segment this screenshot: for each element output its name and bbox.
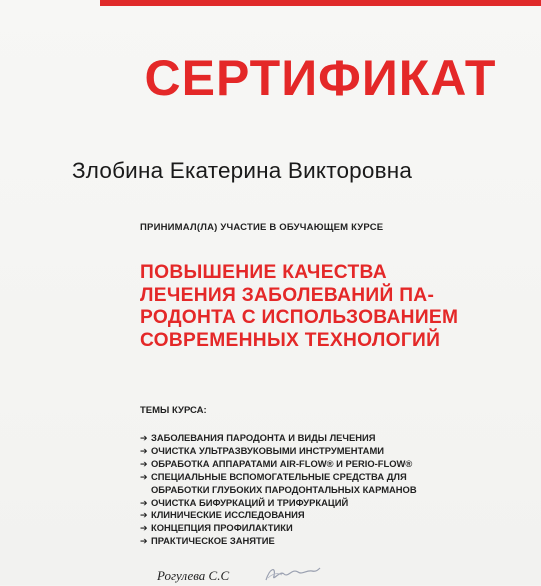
topic-text: ПРАКТИЧЕСКОЕ ЗАНЯТИЕ (151, 535, 275, 547)
arrow-icon: ➔ (140, 471, 148, 482)
arrow-icon: ➔ (140, 433, 148, 443)
topic-text: ОБРАБОТКА АППАРАТАМИ AIR-FLOW® И PERIO-FLOW® (151, 457, 413, 469)
signature-icon (262, 562, 322, 586)
topic-item (140, 445, 417, 458)
participation-caption: ПРИНИМАЛ(ЛА) УЧАСТИЕ В ОБУЧАЮЩЕМ КУРСЕ (140, 222, 384, 233)
arrow-icon: ➔ (140, 497, 148, 508)
course-title-line: ПОВЫШЕНИЕ КАЧЕСТВА (140, 262, 387, 283)
arrow-icon: ➔ (140, 445, 148, 456)
topic-item-continuation (140, 484, 417, 497)
topic-text: ОБРАБОТКИ ГЛУБОКИХ ПАРОДОНТАЛЬНЫХ КАРМАНОВ (151, 483, 417, 495)
topic-item (140, 522, 417, 535)
topic-text: ОЧИСТКА БИФУРКАЦИЙ И ТРИФУРКАЦИЙ (151, 496, 349, 508)
topics-heading: ТЕМЫ КУРСА: (140, 405, 207, 416)
course-title-line: ЛЕЧЕНИЯ ЗАБОЛЕВАНИЙ ПА- (140, 284, 435, 306)
course-title (140, 262, 500, 352)
topic-item (140, 458, 417, 471)
arrow-icon: ➔ (140, 510, 148, 521)
recipient-name: Злобина Екатерина Викторовна (72, 158, 413, 183)
topic-item (140, 432, 417, 445)
signer-name: Рогулева С.С (157, 568, 230, 583)
topic-text: СПЕЦИАЛЬНЫЕ ВСПОМОГАТЕЛЬНЫЕ СРЕДСТВА ДЛЯ (151, 470, 407, 482)
course-title-line: СОВРЕМЕННЫХ ТЕХНОЛОГИЙ (140, 329, 441, 351)
topics-list (140, 432, 417, 548)
topic-text: КЛИНИЧЕСКИЕ ИССЛЕДОВАНИЯ (151, 509, 305, 521)
topic-item (140, 497, 417, 510)
course-title-line: РОДОНТА С ИСПОЛЬЗОВАНИЕМ (140, 307, 459, 328)
arrow-icon: ➔ (140, 523, 148, 534)
topic-text: ОЧИСТКА УЛЬТРАЗВУКОВЫМИ ИНСТРУМЕНТАМИ (151, 444, 384, 456)
arrow-icon: ➔ (140, 458, 148, 469)
topic-text: ЗАБОЛЕВАНИЯ ПАРОДОНТА И ВИДЫ ЛЕЧЕНИЯ (151, 432, 376, 443)
certificate-title: СЕРТИФИКАТ (144, 50, 497, 106)
arrow-icon: ➔ (140, 536, 148, 547)
topic-text: КОНЦЕПЦИЯ ПРОФИЛАКТИКИ (151, 522, 293, 534)
top-red-stripe (100, 0, 541, 6)
topic-item (140, 471, 417, 484)
topic-item (140, 535, 417, 548)
topic-item (140, 509, 417, 522)
